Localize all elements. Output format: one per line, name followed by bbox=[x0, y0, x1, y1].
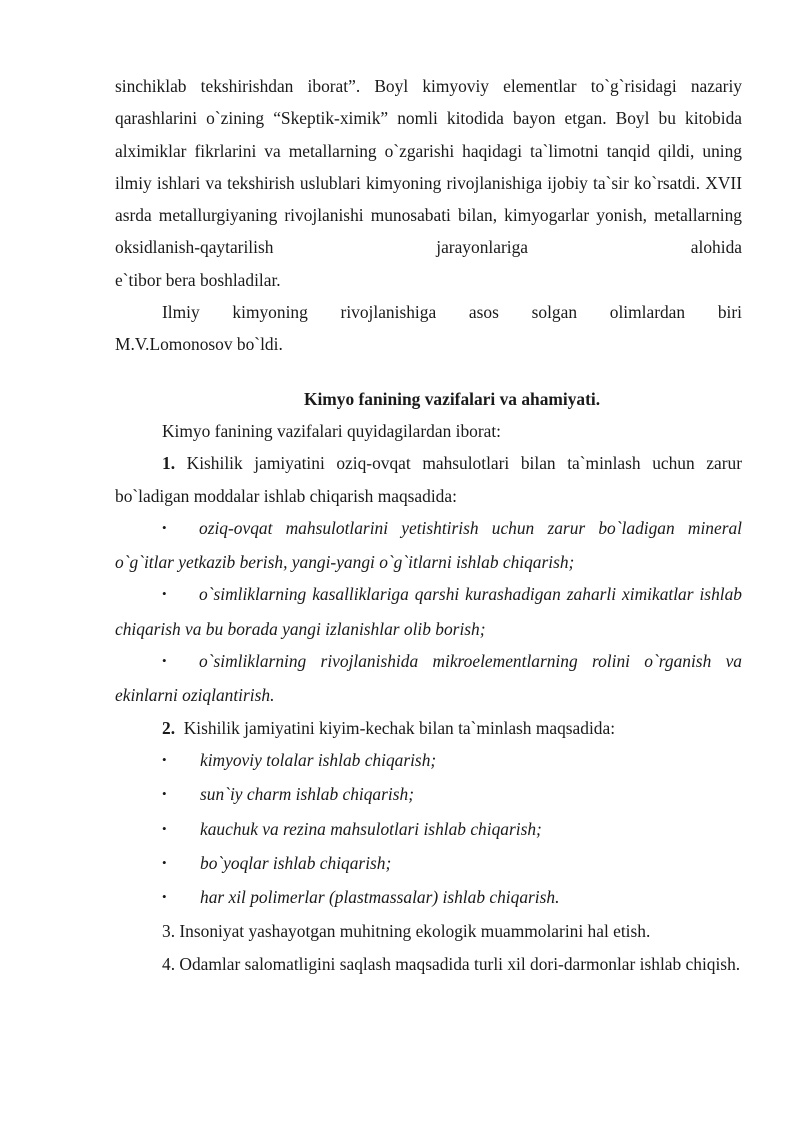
bullet-icon: • bbox=[162, 786, 167, 802]
bullet-icon: • bbox=[162, 586, 167, 602]
list-item-3: 3. Insoniyat yashayotgan muhitning ekologik muammolarini hal etish. bbox=[162, 921, 651, 942]
list-item-2 bbox=[115, 712, 742, 744]
list-item-4: 4. Odamlar salomatligini saqlash maqsadida turli xil dori-darmonlar ishlab chiqish. bbox=[162, 953, 741, 974]
bullet-item: • har xil polimerlar (plastmassalar) ishlab chiqarish. bbox=[115, 881, 742, 915]
paragraph-boyl-end: e`tibor bera boshladilar. bbox=[115, 269, 281, 290]
bullet-item: • o`simliklarning kasalliklariga qarshi kurashadigan zaharli ximikatlar ishlab chiqarish va bu borada yangi izlanishlar olib borish; bbox=[115, 578, 742, 645]
bullet-icon: • bbox=[162, 889, 167, 905]
list-item-1 bbox=[115, 447, 742, 512]
document-page bbox=[115, 70, 742, 980]
list-item-2-text: Kishilik jamiyatini kiyim-kechak bilan ta`minlash maqsadida: bbox=[183, 717, 616, 738]
list-item-1-text: Kishilik jamiyatini oziq-ovqat mahsulotlari bilan ta`minlash uchun zarur bo`ladigan moddalar ishlab chiqarish maqsadida: bbox=[115, 453, 742, 506]
bullet-icon: • bbox=[162, 519, 167, 535]
bullet-item: • kauchuk va rezina mahsulotlari ishlab chiqarish; bbox=[115, 813, 742, 847]
bullet-item: • o`simliklarning rivojlanishida mikroelementlarning rolini o`rganish va ekinlarni oziqlantirish. bbox=[115, 645, 742, 712]
list-item-1-number: 1. bbox=[162, 453, 176, 474]
bullet-item: • sun`iy charm ishlab chiqarish; bbox=[115, 778, 742, 812]
bullet-icon: • bbox=[162, 751, 167, 767]
bullet-icon: • bbox=[162, 854, 167, 870]
list-item-2-number: 2. bbox=[162, 717, 176, 738]
bullet-item: • oziq-ovqat mahsulotlarini yetishtirish uchun zarur bo`ladigan mineral o`g`itlar yetkazib berish, yangi-yangi o`g`itlarni ishlab chiqarish; bbox=[115, 512, 742, 579]
bullet-item: • bo`yoqlar ishlab chiqarish; bbox=[115, 847, 742, 881]
paragraph-lomonosov-end: M.V.Lomonosov bo`ldi. bbox=[115, 334, 283, 355]
paragraph-boyl-body: sinchiklab tekshirishdan iborat”. Boyl kimyoviy elementlar to`g`risidagi nazariy qarashlarini o`zining “Skeptik-ximik” nomli kitodida bayon etgan. Boyl bu kitobida alximiklar fikrlarini va metallarning o`zgarishi haqidagi ta`limotni tanqid qildi, uning ilmiy ishlari va tekshirish uslublari kimyoning rivojlanishiga ijobiy ta`sir ko`rsatdi. XVII asrda metallurgiyaning rivojlanishi munosabati bilan, kimyogarlar yonish, metallarning oksidlanish-qaytarilish jarayonlariga alohida bbox=[115, 76, 742, 258]
bullet-icon: • bbox=[162, 653, 167, 669]
section-intro: Kimyo fanining vazifalari quyidagilardan iborat: bbox=[162, 420, 502, 441]
bullet-icon: • bbox=[162, 820, 167, 836]
paragraph-lomonosov-start: Ilmiy kimyoning rivojlanishiga asos solgan olimlardan biri bbox=[162, 302, 742, 323]
bullet-item: • kimyoviy tolalar ishlab chiqarish; bbox=[115, 744, 742, 778]
section-title: Kimyo fanining vazifalari va ahamiyati. bbox=[303, 388, 601, 409]
